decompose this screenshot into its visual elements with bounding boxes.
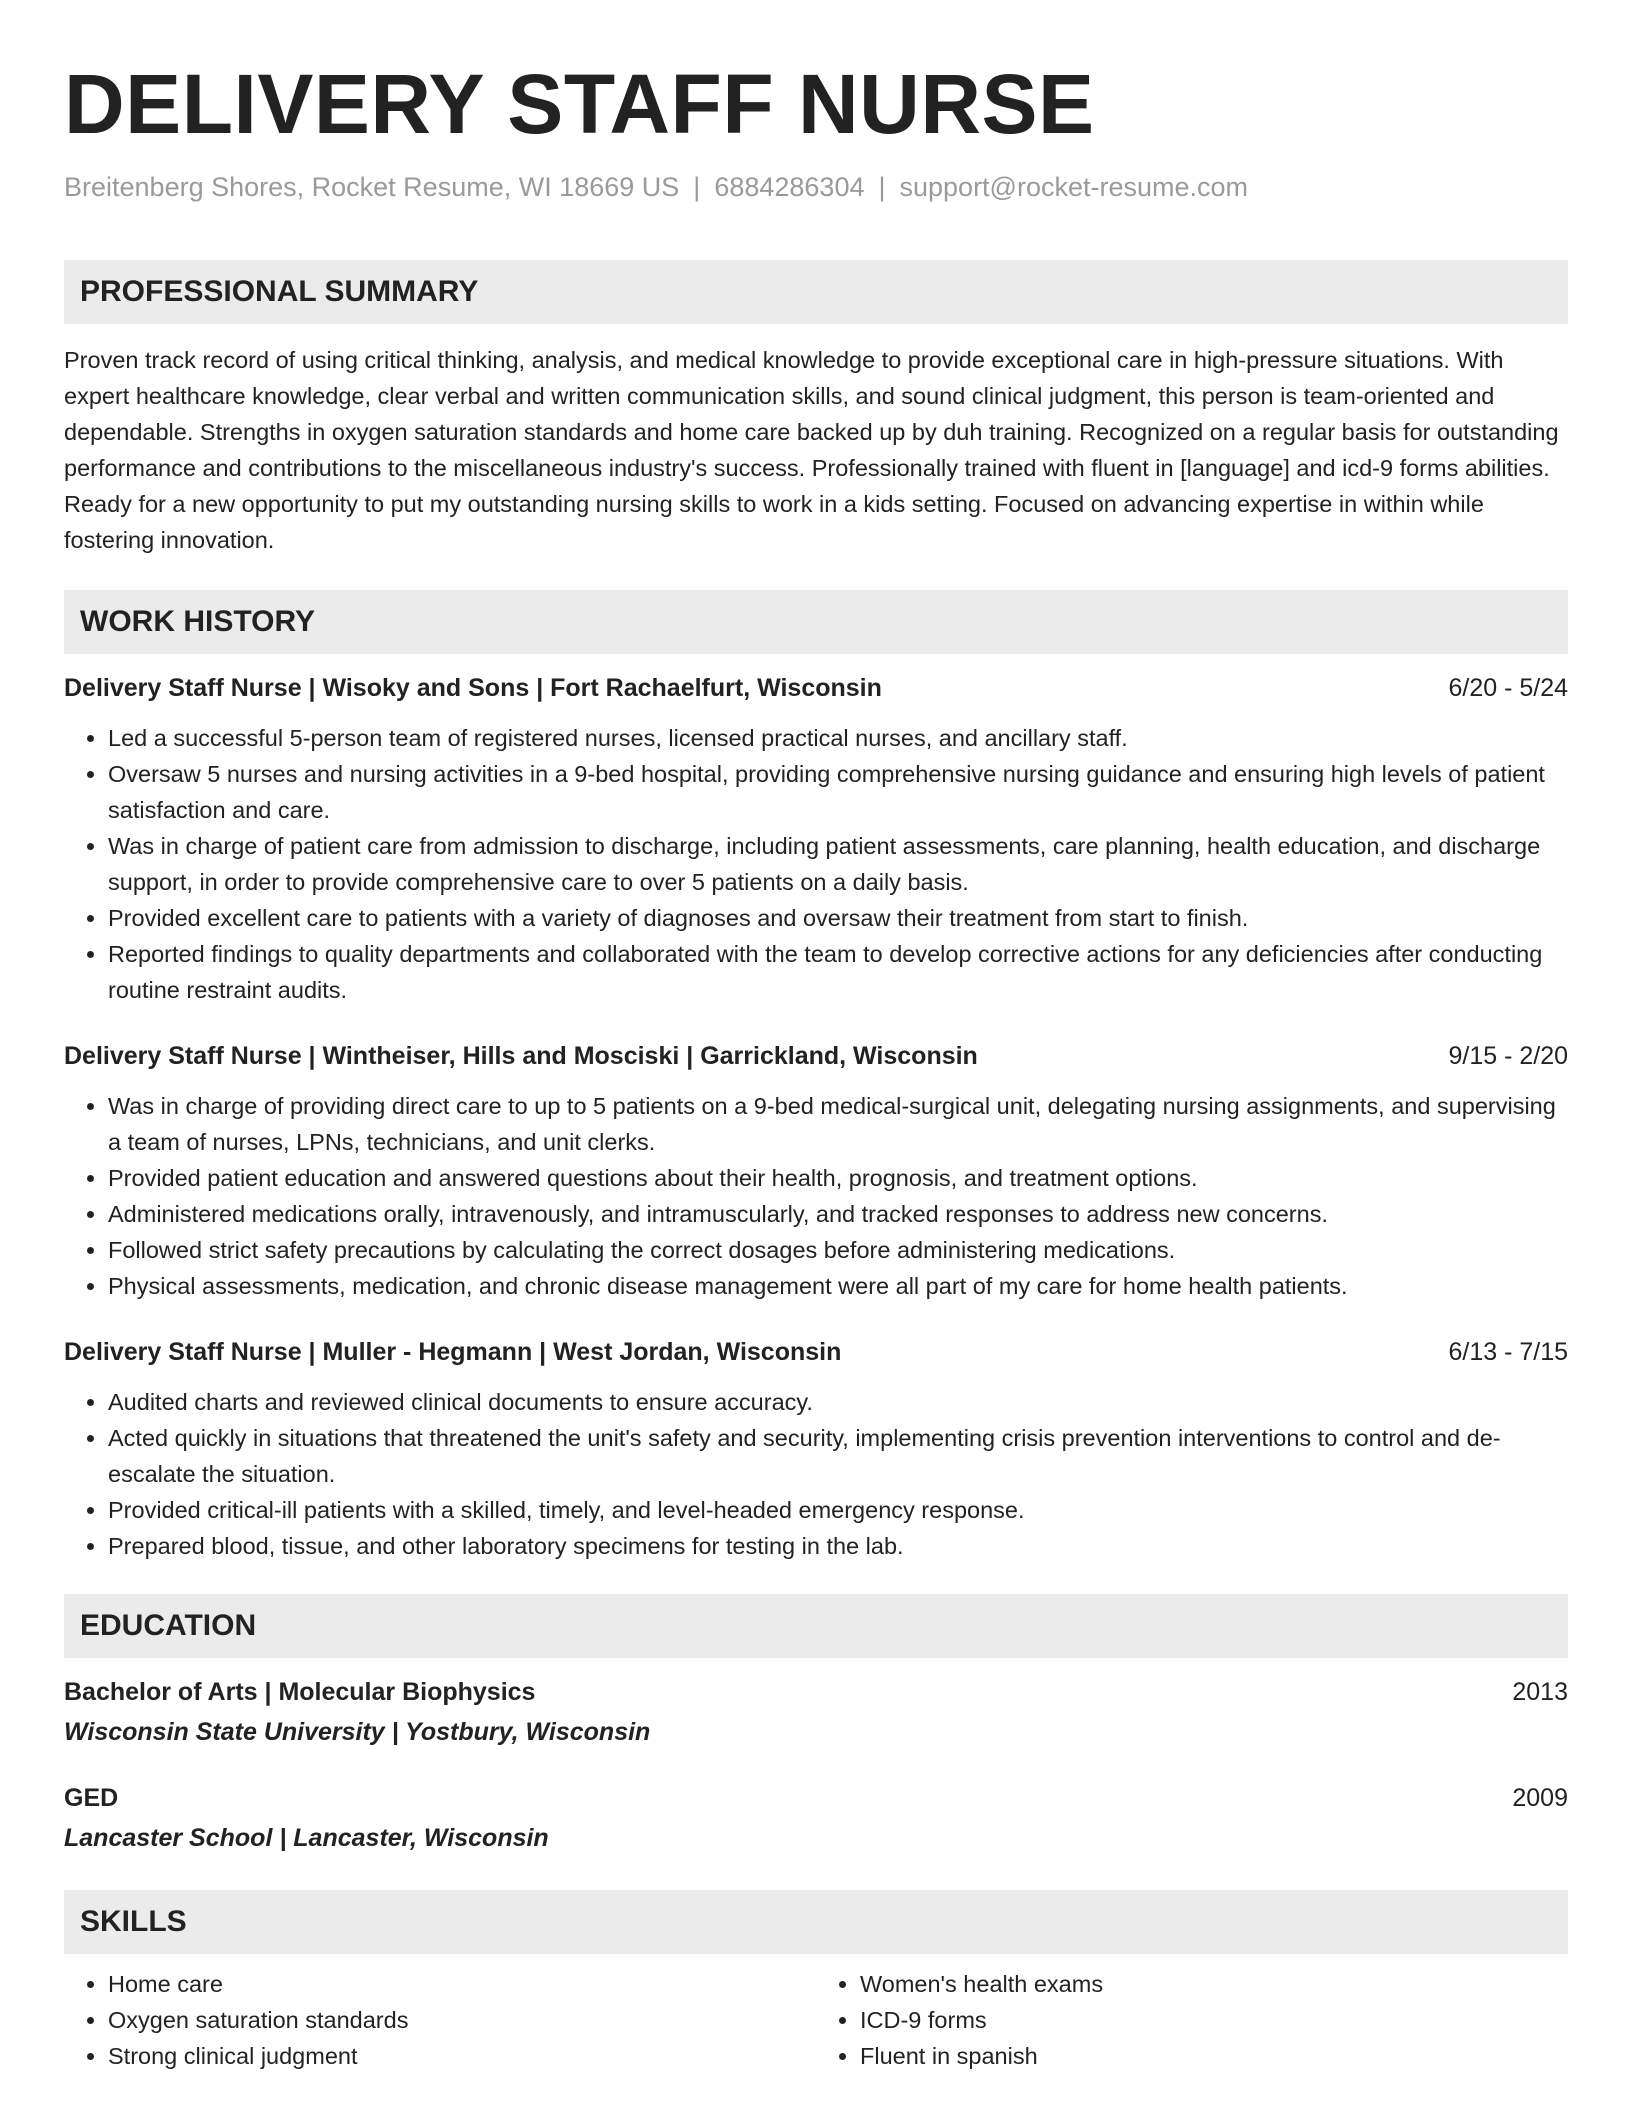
skill-item: • Women's health exams: [860, 1966, 1568, 2002]
education-degree: GED: [64, 1784, 119, 1812]
skill-item: • ICD-9 forms: [860, 2002, 1568, 2038]
job-header: [64, 1334, 1568, 1370]
job-entry: [64, 1334, 1568, 1564]
education-header: [64, 1780, 1568, 1816]
skills-list-left: [64, 1966, 816, 2074]
contact-line: [64, 170, 1568, 204]
contact-phone: 6884286304: [714, 172, 865, 202]
education-entry: [64, 1780, 1568, 1856]
education-header: [64, 1674, 1568, 1710]
job-bullet: • Was in charge of patient care from admission to discharge, including patient assessments, care planning, health education, and discharge support, in order to provide comprehensive care to over 5 patients on a daily basis.: [108, 828, 1568, 900]
education-school: Lancaster School | Lancaster, Wisconsin: [64, 1824, 549, 1852]
education-year: 2009: [1512, 1784, 1568, 1812]
job-title: Delivery Staff Nurse | Muller - Hegmann | West Jordan, Wisconsin: [64, 1338, 842, 1366]
job-entry: [64, 1038, 1568, 1304]
job-entry: [64, 670, 1568, 1008]
job-header: [64, 670, 1568, 706]
job-title: Delivery Staff Nurse | Wisoky and Sons | Fort Rachaelfurt, Wisconsin: [64, 674, 882, 702]
education-degree: Bachelor of Arts | Molecular Biophysics: [64, 1678, 536, 1706]
job-bullet: • Followed strict safety precautions by calculating the correct dosages before administering medications.: [108, 1232, 1568, 1268]
education-entry: [64, 1674, 1568, 1750]
job-bullet: • Administered medications orally, intravenously, and intramuscularly, and tracked responses to address new concerns.: [108, 1196, 1568, 1232]
job-bullets: [64, 1088, 1568, 1304]
work-history-section: [64, 590, 1568, 1564]
contact-separator: |: [878, 172, 886, 202]
skills-heading: SKILLS: [64, 1890, 1568, 1954]
job-dates: 9/15 - 2/20: [1448, 1042, 1568, 1070]
job-bullets: [64, 720, 1568, 1008]
education-heading: EDUCATION: [64, 1594, 1568, 1658]
job-bullet: • Provided patient education and answered questions about their health, prognosis, and treatment options.: [108, 1160, 1568, 1196]
job-bullet: • Provided excellent care to patients with a variety of diagnoses and oversaw their treatment from start to finish.: [108, 900, 1568, 936]
work-history-heading: WORK HISTORY: [64, 590, 1568, 654]
contact-separator: |: [693, 172, 701, 202]
education-school: Wisconsin State University | Yostbury, Wisconsin: [64, 1718, 651, 1746]
summary-heading: PROFESSIONAL SUMMARY: [64, 260, 1568, 324]
skill-item: • Fluent in spanish: [860, 2038, 1568, 2074]
job-dates: 6/13 - 7/15: [1448, 1338, 1568, 1366]
candidate-name: DELIVERY STAFF NURSE: [64, 57, 1095, 151]
job-bullet: • Audited charts and reviewed clinical documents to ensure accuracy.: [108, 1384, 1568, 1420]
job-bullet: • Led a successful 5-person team of registered nurses, licensed practical nurses, and ancillary staff.: [108, 720, 1568, 756]
education-section: [64, 1594, 1568, 1856]
skills-list-right: [816, 1966, 1568, 2074]
job-bullet: • Acted quickly in situations that threatened the unit's safety and security, implementing crisis prevention interventions to control and de-escalate the situation.: [108, 1420, 1568, 1492]
job-bullet: • Was in charge of providing direct care to up to 5 patients on a 9-bed medical-surgical unit, delegating nursing assignments, and supervising a team of nurses, LPNs, technicians, and unit clerks.: [108, 1088, 1568, 1160]
skill-item: • Oxygen saturation standards: [108, 2002, 816, 2038]
job-header: [64, 1038, 1568, 1074]
summary-section: [64, 260, 1568, 558]
job-dates: 6/20 - 5/24: [1448, 674, 1568, 702]
contact-email: support@rocket-resume.com: [899, 172, 1249, 202]
job-bullet: • Prepared blood, tissue, and other laboratory specimens for testing in the lab.: [108, 1528, 1568, 1564]
skills-section: [64, 1890, 1568, 2074]
skills-columns: [64, 1966, 1568, 2074]
job-bullet: • Provided critical-ill patients with a skilled, timely, and level-headed emergency response.: [108, 1492, 1568, 1528]
summary-text: Proven track record of using critical thinking, analysis, and medical knowledge to provide exceptional care in high-pressure situations. With expert healthcare knowledge, clear verbal and written communication skills, and sound clinical judgment, this person is team-oriented and dependable. Strengths in oxygen saturation standards and home care backed up by duh training. Recognized on a regular basis for outstanding performance and contributions to the miscellaneous industry's success. Professionally trained with fluent in [language] and icd-9 forms abilities. Ready for a new opportunity to put my outstanding nursing skills to work in a kids setting. Focused on advancing expertise in within while fostering innovation.: [64, 347, 1559, 553]
education-year: 2013: [1512, 1678, 1568, 1706]
job-bullet: • Physical assessments, medication, and chronic disease management were all part of my care for home health patients.: [108, 1268, 1568, 1304]
skill-item: • Strong clinical judgment: [108, 2038, 816, 2074]
skill-item: • Home care: [108, 1966, 816, 2002]
job-bullet: • Oversaw 5 nurses and nursing activities in a 9-bed hospital, providing comprehensive nursing guidance and ensuring high levels of patient satisfaction and care.: [108, 756, 1568, 828]
job-bullets: [64, 1384, 1568, 1564]
job-bullet: • Reported findings to quality departments and collaborated with the team to develop corrective actions for any deficiencies after conducting routine restraint audits.: [108, 936, 1568, 1008]
contact-address: Breitenberg Shores, Rocket Resume, WI 18669 US: [64, 172, 680, 202]
job-title: Delivery Staff Nurse | Wintheiser, Hills and Mosciski | Garrickland, Wisconsin: [64, 1042, 978, 1070]
